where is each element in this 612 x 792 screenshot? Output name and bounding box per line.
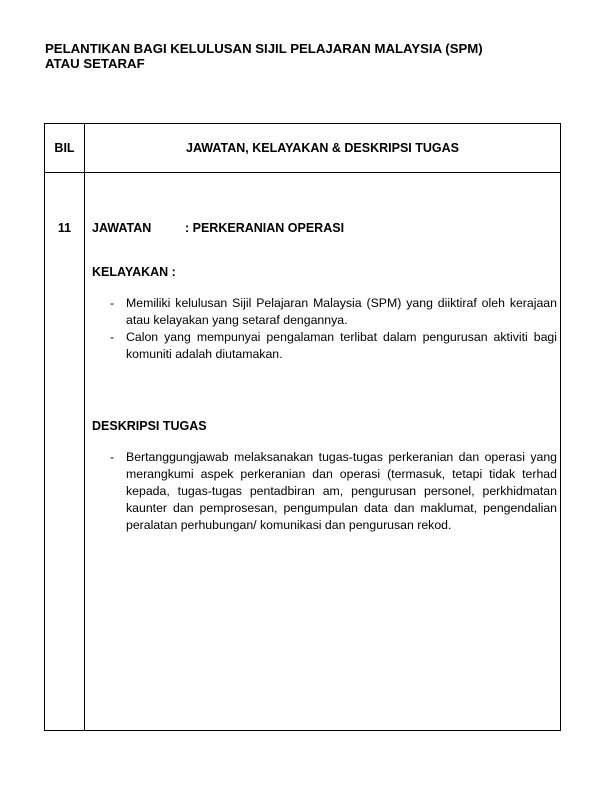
list-item bbox=[92, 329, 557, 363]
header-main: JAWATAN, KELAYAKAN & DESKRIPSI TUGAS bbox=[186, 141, 459, 155]
list-item-text: Calon yang mempunyai pengalaman terlibat dalam pengurusan aktiviti bagi komuniti adalah diutamakan. bbox=[126, 330, 557, 361]
bullet-dash: - bbox=[110, 450, 115, 464]
column-divider bbox=[84, 124, 85, 730]
header-divider bbox=[45, 172, 560, 173]
list-item bbox=[92, 449, 557, 534]
jawatan-line bbox=[92, 221, 557, 235]
deskripsi-heading: DESKRIPSI TUGAS bbox=[92, 419, 207, 433]
row-bil-number: 11 bbox=[57, 221, 72, 235]
row-content bbox=[92, 221, 557, 534]
list-item-text: Memiliki kelulusan Sijil Pelajaran Malaysia (SPM) yang diiktiraf oleh kerajaan atau kelayakan yang setaraf dengannya. bbox=[126, 296, 557, 327]
jawatan-value: : PERKERANIAN OPERASI bbox=[185, 221, 345, 235]
job-table bbox=[44, 123, 561, 731]
kelayakan-heading: KELAYAKAN : bbox=[92, 265, 176, 279]
jawatan-label: JAWATAN bbox=[92, 221, 152, 235]
bullet-dash: - bbox=[110, 330, 115, 344]
list-item-text: Bertanggungjawab melaksanakan tugas-tugas perkeranian dan operasi yang merangkumi aspek perkeranian dan operasi (termasuk, tetapi tidak terhad kepada, tugas-tugas pentadbiran am, pengurusan personel, perkhidmatan kaunter dan pemprosesan, pengumpulan data dan maklumat, pengendalian peralatan perhubungan/ komunikasi dan pengurusan rekod. bbox=[126, 450, 557, 532]
kelayakan-list bbox=[92, 295, 557, 363]
deskripsi-list bbox=[92, 449, 557, 534]
title-line-2: ATAU SETARAF bbox=[45, 56, 145, 71]
title-line-1: PELANTIKAN BAGI KELULUSAN SIJIL PELAJARAN MALAYSIA (SPM) bbox=[45, 41, 483, 56]
document-title bbox=[45, 41, 565, 71]
header-bil: BIL bbox=[54, 141, 75, 155]
list-item bbox=[92, 295, 557, 329]
bullet-dash: - bbox=[110, 296, 115, 310]
